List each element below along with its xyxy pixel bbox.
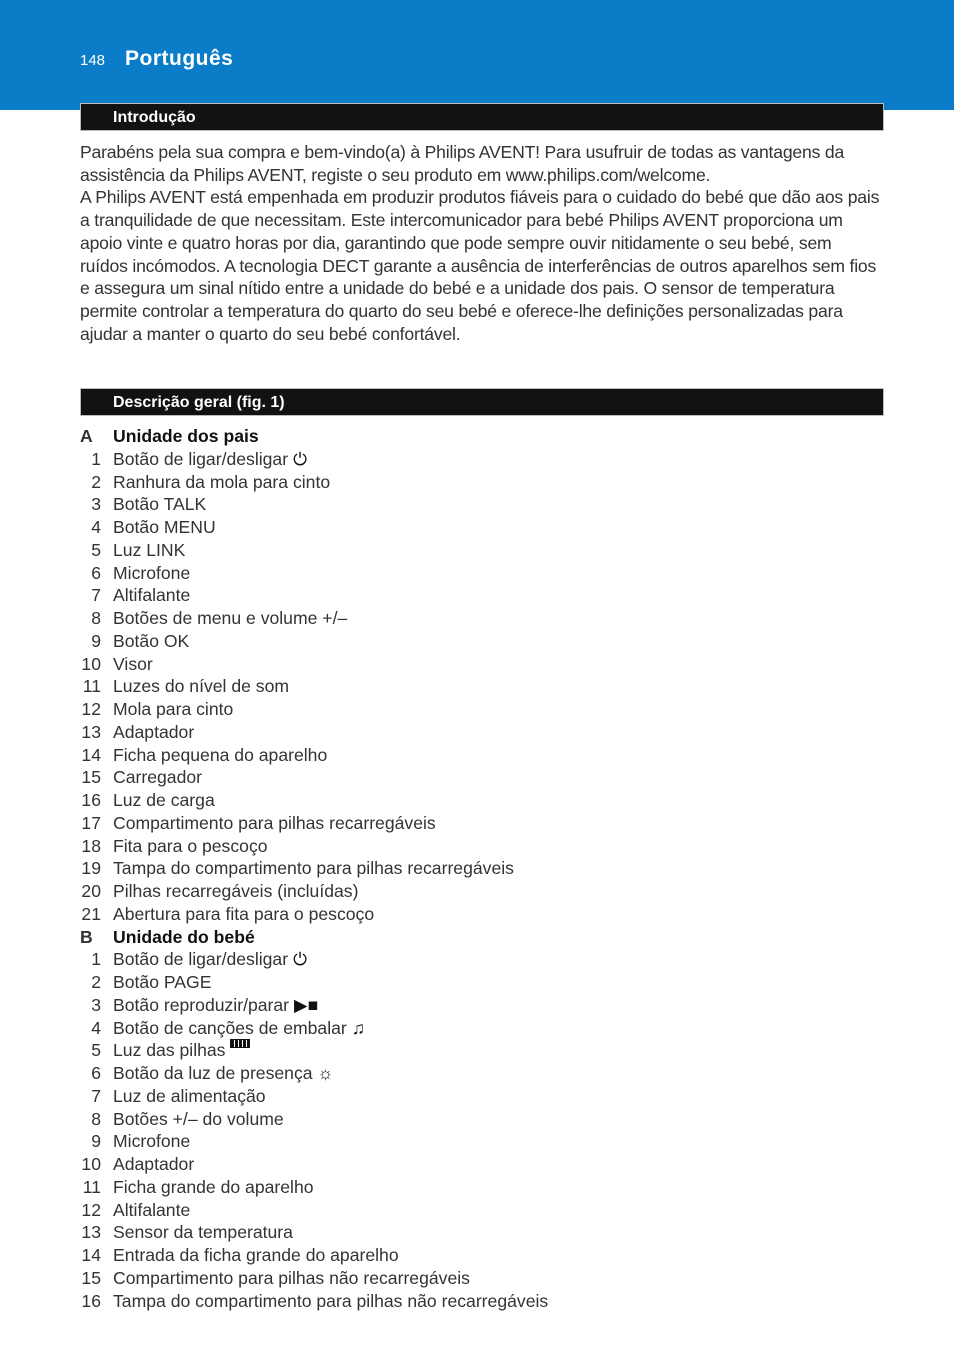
list-item: [80, 880, 880, 903]
list-item: [80, 721, 880, 744]
item-number: 2: [91, 471, 101, 492]
item-number: 3: [91, 994, 101, 1015]
item-text: Botão de canções de embalar: [113, 1017, 347, 1038]
item-text: Microfone: [113, 1131, 191, 1152]
item-text: Fita para o pescoço: [113, 835, 268, 856]
header-bar: [0, 0, 954, 110]
item-text: Luz das pilhas: [113, 1040, 226, 1061]
item-number: 14: [81, 744, 101, 765]
list-item: [80, 766, 880, 789]
item-number: 11: [82, 1176, 101, 1197]
section-title: Introdução: [113, 109, 196, 126]
item-number: 8: [91, 608, 101, 628]
list-item: [80, 607, 880, 630]
list-item: [80, 539, 880, 562]
item-text: Luz LINK: [113, 539, 186, 560]
item-number: 20: [81, 881, 101, 901]
item-number: 4: [91, 517, 101, 537]
battery-icon: [230, 1039, 250, 1048]
item-text: Sensor da temperatura: [113, 1222, 293, 1243]
item-text: Luz de alimentação: [113, 1085, 266, 1106]
item-number: 4: [91, 1017, 101, 1038]
list-item: [80, 971, 880, 994]
item-number: 13: [81, 721, 101, 742]
item-text: Ficha pequena do aparelho: [113, 744, 328, 765]
item-number: 10: [81, 1154, 101, 1174]
item-text: Altifalante: [113, 1199, 191, 1220]
list-item: [80, 1267, 880, 1290]
list-item: [80, 835, 880, 858]
list-item: [80, 1062, 880, 1085]
item-number: 8: [91, 1108, 101, 1129]
list-item: [80, 994, 880, 1017]
list-item: [80, 471, 880, 494]
item-number: 5: [91, 1040, 101, 1061]
item-text: Tampa do compartimento para pilhas recarregáveis: [113, 858, 514, 879]
item-number: 18: [81, 835, 101, 856]
item-number: 17: [81, 812, 101, 833]
list-item: [80, 493, 880, 516]
item-text: Luz de carga: [113, 790, 215, 810]
list-item: [80, 812, 880, 835]
item-text: Compartimento para pilhas recarregáveis: [113, 812, 436, 833]
power-icon: ⏻: [293, 448, 307, 469]
list-item: [80, 630, 880, 653]
section-title: Descrição geral (fig. 1): [113, 394, 285, 411]
item-text: Entrada da ficha grande do aparelho: [113, 1245, 399, 1265]
item-text: Mola para cinto: [113, 699, 234, 719]
item-number: 21: [81, 903, 101, 924]
list-item: [80, 1221, 880, 1244]
item-number: 9: [91, 630, 101, 651]
page-number: 148: [80, 52, 106, 69]
group-title: Unidade do bebé: [113, 926, 255, 947]
intro-paragraph: Parabéns pela sua compra e bem-vindo(a) à Philips AVENT! Para usufruir de todas as vantagens da assistência da Philips AVENT, registe o seu produto em www.philips.com/welcome.: [80, 142, 845, 185]
section-header-introduction: [80, 103, 884, 131]
list-item: [80, 448, 880, 471]
list-item: [80, 1199, 880, 1222]
list-item: [80, 562, 880, 585]
item-number: 6: [91, 562, 101, 583]
nightlight-icon: ☼: [317, 1063, 334, 1083]
item-number: 12: [81, 699, 101, 719]
list-item: [80, 744, 880, 767]
item-text: Tampa do compartimento para pilhas não recarregáveis: [113, 1290, 549, 1311]
item-text: Botão reproduzir/parar: [113, 994, 290, 1015]
music-note-icon: ♫: [351, 1017, 365, 1038]
list-item: [80, 1039, 880, 1062]
language-title: Português: [125, 47, 234, 70]
list-item: [80, 1290, 880, 1313]
item-text: Botão TALK: [113, 494, 207, 515]
item-number: 12: [81, 1199, 101, 1220]
list-item: [80, 675, 880, 698]
item-text: Luzes do nível de som: [113, 676, 290, 697]
list-item: [80, 789, 880, 812]
group-title: Unidade dos pais: [113, 426, 259, 446]
item-text: Botões de menu e volume +/–: [113, 608, 348, 628]
item-number: 9: [91, 1131, 101, 1152]
item-text: Ficha grande do aparelho: [113, 1176, 314, 1197]
list-item: [80, 857, 880, 880]
item-text: Botão OK: [113, 630, 190, 651]
item-number: 15: [81, 1267, 101, 1288]
item-number: 16: [81, 790, 101, 810]
item-text: Compartimento para pilhas não recarregáveis: [113, 1267, 470, 1288]
item-text: Visor: [113, 653, 153, 674]
item-number: 3: [91, 494, 101, 515]
item-number: 15: [81, 767, 101, 788]
item-number: 6: [91, 1063, 101, 1083]
list-item: [80, 1244, 880, 1267]
item-text: Botões +/– do volume: [113, 1108, 284, 1129]
group-heading: [80, 425, 880, 448]
item-number: 16: [81, 1290, 101, 1311]
list-item: [80, 698, 880, 721]
item-text: Botão MENU: [113, 517, 216, 537]
item-text: Botão da luz de presença: [113, 1063, 313, 1083]
item-text: Botão de ligar/desligar: [113, 949, 289, 970]
list-item: [80, 1176, 880, 1199]
item-text: Botão PAGE: [113, 972, 212, 992]
item-number: 10: [81, 653, 101, 674]
list-item: [80, 1108, 880, 1131]
list-item: [80, 1153, 880, 1176]
item-number: 5: [91, 539, 101, 560]
item-text: Microfone: [113, 562, 191, 583]
list-item: [80, 948, 880, 971]
item-number: 19: [81, 858, 101, 879]
item-number: 7: [91, 1085, 101, 1106]
item-number: 1: [91, 949, 101, 970]
item-number: 7: [91, 585, 101, 606]
item-text: Botão de ligar/desligar: [113, 448, 289, 469]
group-letter: B: [80, 926, 93, 947]
item-number: 11: [82, 676, 101, 697]
power-icon: ⏻: [293, 949, 307, 970]
item-text: Pilhas recarregáveis (incluídas): [113, 881, 359, 901]
item-text: Adaptador: [113, 721, 195, 742]
list-item: [80, 653, 880, 676]
item-number: 14: [81, 1245, 101, 1265]
parts-list: [80, 425, 880, 1312]
item-text: Carregador: [113, 767, 202, 788]
intro-paragraph: A Philips AVENT está empenhada em produzir produtos fiáveis para o cuidado do bebé que dão aos pais a tranquilidade de que necessitam. Este intercomunicador para bebé Philips AVENT proporciona um apoio vinte e quatro horas por dia, garantindo que pode sempre ouvir nitidamente o seu bebé, sem ruídos incómodos. A tecnologia DECT garante a ausência de interferências de outros aparelhos sem fios e assegura um sinal nítido entre a unidade do bebé e a unidade dos pais. O sensor de temperatura permite controlar a temperatura do quarto do seu bebé e oferece-lhe definições personalizadas para ajudar a manter o quarto do seu bebé confortável.: [80, 187, 880, 344]
item-text: Abertura para fita para o pescoço: [113, 903, 375, 924]
list-item: [80, 516, 880, 539]
play-stop-icon: ▶■: [294, 994, 319, 1015]
item-text: Altifalante: [113, 585, 191, 606]
item-number: 13: [81, 1222, 101, 1243]
group-letter: A: [80, 426, 93, 446]
item-text: Ranhura da mola para cinto: [113, 471, 331, 492]
list-item: [80, 903, 880, 926]
item-text: Adaptador: [113, 1154, 195, 1174]
item-number: 1: [91, 448, 101, 469]
group-heading: [80, 926, 880, 949]
list-item: [80, 1130, 880, 1153]
list-item: [80, 584, 880, 607]
section-header-overview: [80, 388, 884, 416]
intro-text: [80, 141, 880, 345]
list-item: [80, 1085, 880, 1108]
item-number: 2: [91, 972, 101, 992]
list-item: [80, 1017, 880, 1040]
